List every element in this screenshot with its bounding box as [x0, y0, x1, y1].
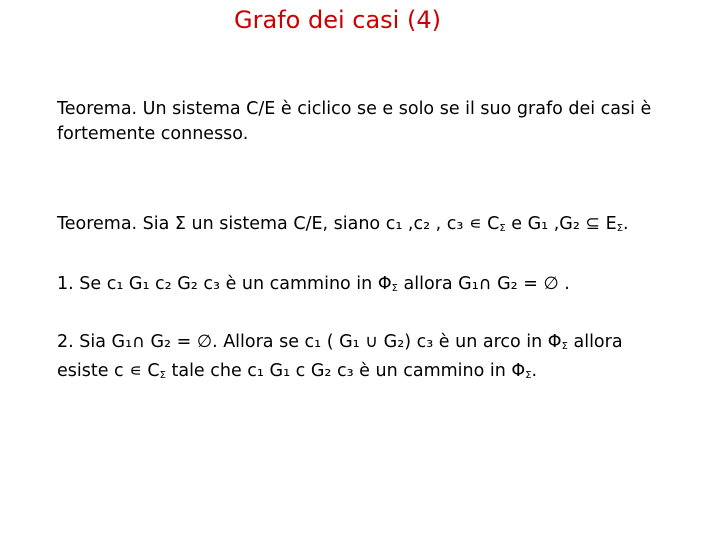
- theorem-2: [57, 212, 707, 241]
- point-1: [57, 272, 707, 301]
- theorem-1: [57, 97, 707, 147]
- point-1-line: 1. Se c₁ G₁ c₂ G₂ c₃ è un cammino in $\Phi_\Sigma$ allora G₁∩ G₂ = ∅ .: [57, 274, 570, 294]
- theorem-1-line-2: fortemente connesso.: [57, 124, 249, 144]
- point-2: [57, 330, 707, 388]
- point-2-line-2: esiste c ∊ $C_\Sigma$ tale che c₁ G₁ c G₂ c₃ è un cammino in $\Phi_\Sigma$.: [57, 361, 538, 381]
- theorem-2-line: Teorema. Sia Σ un sistema C/E, siano c₁ ,c₂ , c₃ ∊ $C_\Sigma$ e G₁ ,G₂ ⊆ $E_\Sigma$.: [57, 214, 629, 234]
- theorem-1-line-1: Teorema. Un sistema C/E è ciclico se e solo se il suo grafo dei casi è: [57, 99, 652, 119]
- slide-title: Grafo dei casi (4): [234, 6, 441, 34]
- point-2-line-1: 2. Sia G₁∩ G₂ = ∅. Allora se c₁ ( G₁ ∪ G₂) c₃ è un arco in $\Phi_\Sigma$ allora: [57, 332, 623, 352]
